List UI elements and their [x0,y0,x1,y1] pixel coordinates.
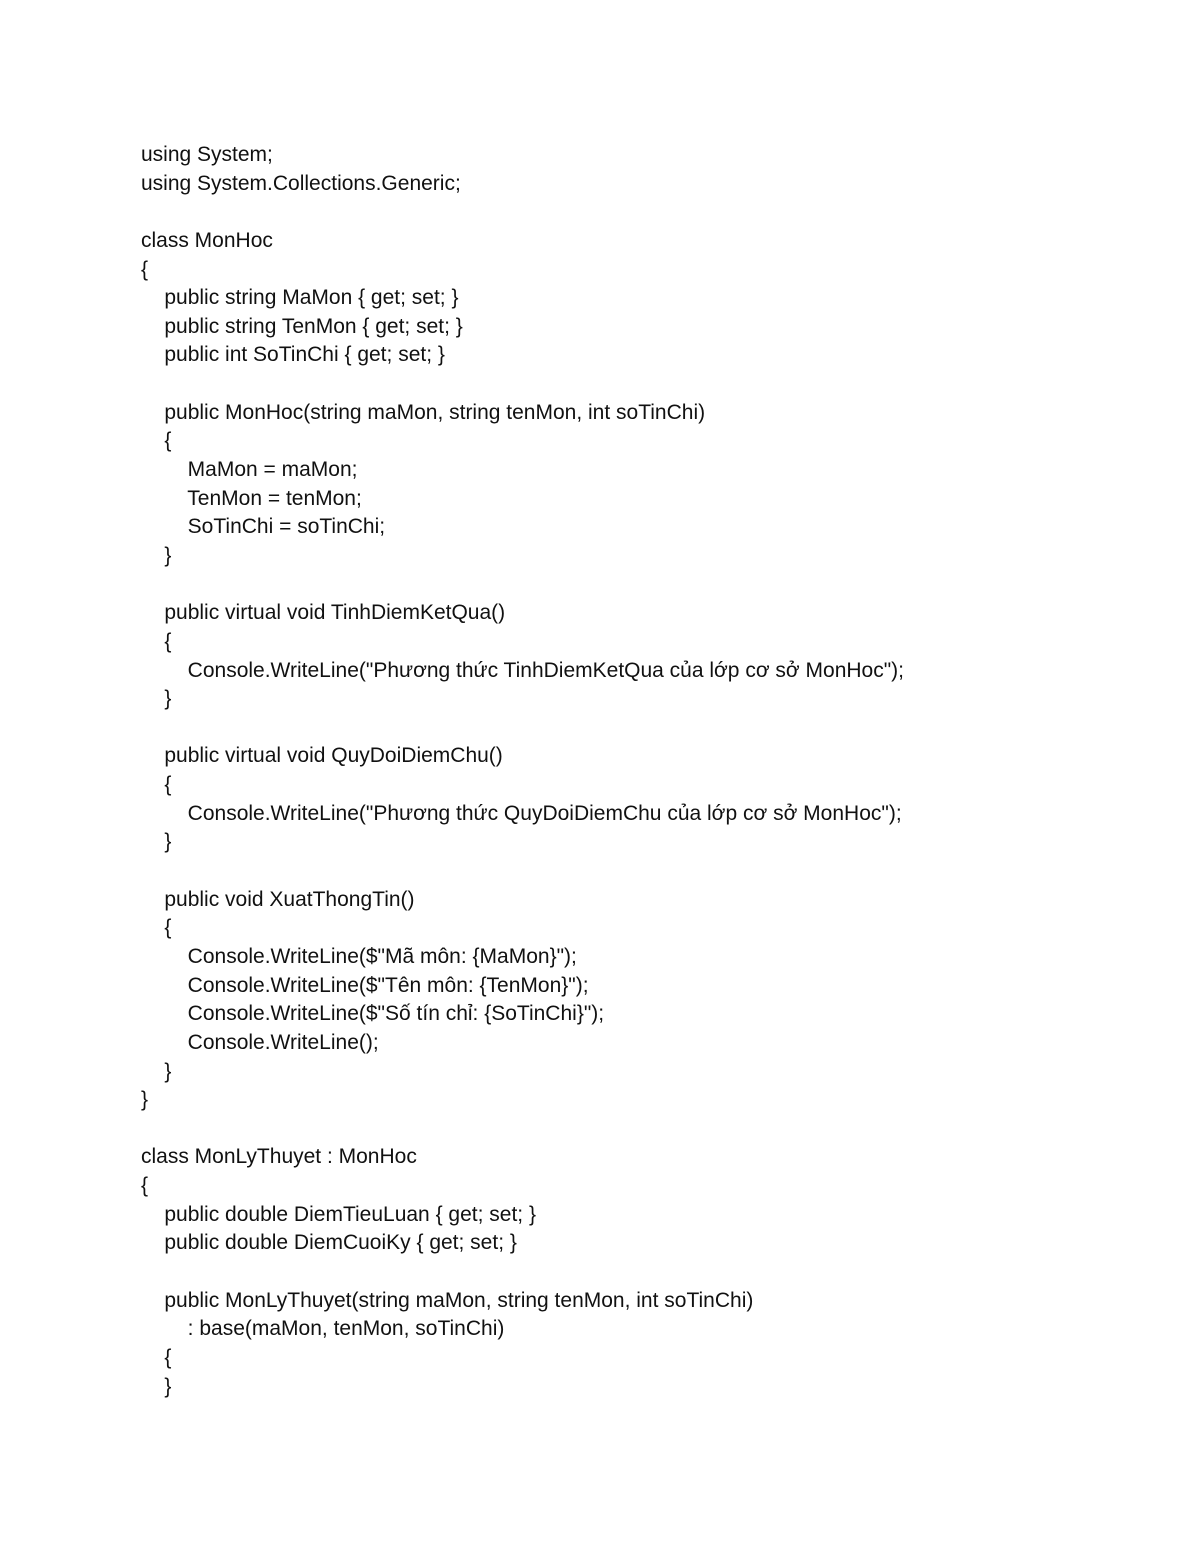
code-line: Console.WriteLine($"Tên môn: {TenMon}"); [141,973,589,997]
code-line: { [141,429,172,453]
code-line: public string MaMon { get; set; } [141,286,459,310]
code-line: public int SoTinChi { get; set; } [141,343,445,367]
code-line: Console.WriteLine("Phương thức TinhDiemKetQua của lớp cơ sở MonHoc"); [141,658,905,682]
code-line: { [141,257,149,281]
code-line [141,198,1141,227]
code-line: public virtual void QuyDoiDiemChu() [141,744,503,768]
code-line [141,1258,1141,1287]
code-line: { [141,773,172,797]
code-line: public double DiemCuoiKy { get; set; } [141,1231,517,1255]
code-line: } [141,687,172,711]
code-line: } [141,1374,172,1398]
code-line [141,1115,1141,1144]
code-line: MaMon = maMon; [141,458,358,482]
code-line: public MonLyThuyet(string maMon, string tenMon, int soTinChi) [141,1288,754,1312]
code-block [141,141,1141,1401]
code-line: public string TenMon { get; set; } [141,314,463,338]
code-line: } [141,1088,149,1112]
code-line: } [141,543,172,567]
code-line: SoTinChi = soTinChi; [141,515,386,539]
code-line [141,571,1141,600]
code-line: Console.WriteLine($"Mã môn: {MaMon}"); [141,944,577,968]
code-line: class MonHoc [141,228,273,252]
code-line: Console.WriteLine("Phương thức QuyDoiDiemChu của lớp cơ sở MonHoc"); [141,801,902,825]
code-line: using System; [141,143,273,166]
code-line: public void XuatThongTin() [141,887,415,911]
code-line: class MonLyThuyet : MonHoc [141,1145,417,1169]
code-line: TenMon = tenMon; [141,486,362,510]
code-line [141,857,1141,886]
code-line: Console.WriteLine($"Số tín chỉ: {SoTinChi}"); [141,1002,605,1026]
code-line: { [141,1174,149,1198]
code-line: } [141,830,172,854]
code-line: { [141,629,172,653]
code-line: { [141,916,172,940]
code-line: public double DiemTieuLuan { get; set; } [141,1202,536,1226]
code-line: } [141,1059,172,1083]
code-line: Console.WriteLine(); [141,1030,379,1054]
code-line: public virtual void TinhDiemKetQua() [141,601,506,625]
code-line: using System.Collections.Generic; [141,171,461,195]
code-line [141,370,1141,399]
code-line: public MonHoc(string maMon, string tenMon, int soTinChi) [141,400,706,424]
code-line: { [141,1345,172,1369]
code-line [141,714,1141,743]
code-line: : base(maMon, tenMon, soTinChi) [141,1317,505,1341]
